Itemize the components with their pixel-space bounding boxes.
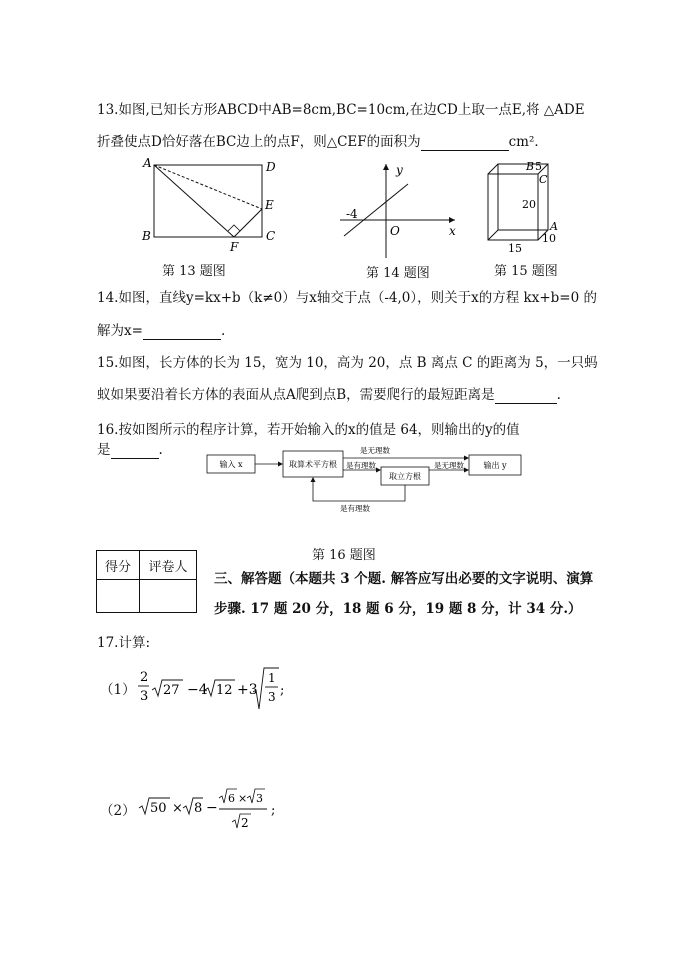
q13-answer-blank[interactable] (421, 136, 509, 151)
fig15-label-10: 10 (542, 232, 556, 245)
q13-line2-text: 折叠使点D恰好落在BC边上的点F，则△CEF的面积为 (97, 134, 421, 150)
fig15-label-a: A (550, 220, 558, 233)
q16-end: . (158, 442, 163, 458)
flow-cbrt: 取立方根 (389, 472, 421, 481)
svg-text:+3: +3 (237, 682, 258, 698)
svg-text:12: 12 (216, 683, 233, 698)
q14-line2 (97, 322, 225, 340)
svg-text:;: ; (271, 803, 276, 818)
svg-text:50: 50 (150, 801, 167, 816)
fig15-label-c: C (539, 173, 548, 186)
q16-line2-text: 是 (97, 442, 111, 458)
flow-input: 输入 x (219, 460, 243, 469)
fig13-label-a: A (143, 156, 152, 170)
q17-part2-expression (137, 788, 287, 838)
svg-text:−4: −4 (187, 682, 208, 698)
fig13-label-f: F (230, 240, 239, 254)
q15-end: . (556, 387, 561, 403)
score-cell[interactable] (97, 580, 140, 613)
figure-14 (330, 160, 460, 260)
fig14-label-neg4: -4 (346, 207, 358, 221)
fig13-label-e: E (265, 198, 274, 212)
q17-part1-label: （1） (100, 682, 136, 698)
q15-answer-blank[interactable] (495, 389, 557, 404)
reviewer-cell[interactable] (140, 580, 197, 613)
score-header: 得分 (97, 551, 140, 580)
svg-text:×: × (172, 801, 183, 816)
fig13-caption: 第 13 题图 (162, 264, 226, 279)
q15-line2-text: 蚁如果要沿着长方体的表面从点A爬到点B，需要爬行的最短距离是 (97, 387, 495, 403)
flow-rat1: 是有理数 (346, 461, 376, 470)
flow-rat2: 是有理数 (340, 504, 370, 513)
svg-text:2: 2 (241, 816, 249, 830)
svg-text:3: 3 (140, 689, 149, 704)
fig16-caption: 第 16 题图 (312, 548, 376, 563)
q17-part2-label: （2） (100, 803, 136, 819)
fig15-label-20: 20 (522, 198, 536, 211)
q13-line2 (97, 133, 548, 151)
svg-text:;: ; (280, 683, 285, 698)
flow-output: 输出 y (483, 461, 507, 470)
q17-title: 17.计算: (97, 635, 151, 651)
fig13-label-b: B (142, 229, 151, 243)
fig13-label-d: D (266, 160, 276, 174)
fig14-label-o: O (390, 224, 400, 238)
q14-end: . (220, 323, 226, 339)
figure-13 (138, 155, 288, 255)
svg-text:2: 2 (140, 670, 149, 685)
q17-part1-expression (137, 664, 287, 714)
q16-line2 (97, 441, 163, 459)
fig15-label-b: B (526, 160, 535, 173)
q16-answer-blank[interactable] (111, 444, 159, 459)
section3-line1: 三、解答题（本题共 3 个题. 解答应写出必要的文字说明、演算 (214, 571, 594, 587)
flow-sqrt: 取算术平方根 (289, 460, 337, 469)
q13-line1: 13.如图,已知长方形ABCD中AB=8cm,BC=10cm,在边CD上取一点E,将 △ADE (97, 102, 585, 118)
q13-unit: cm²． (508, 134, 548, 150)
q14-answer-blank[interactable] (143, 325, 221, 340)
svg-text:1: 1 (268, 671, 276, 685)
fig15-label-15: 15 (508, 242, 522, 255)
q14-line2-text: 解为x= (97, 323, 143, 339)
section3-line2: 步骤. 17 题 20 分，18 题 6 分，19 题 8 分，计 34 分.） (214, 601, 582, 617)
flow-irr2: 是无理数 (434, 461, 464, 470)
svg-text:×: × (238, 792, 248, 805)
svg-text:27: 27 (163, 683, 180, 698)
fig15-label-5: 5 (535, 160, 542, 173)
q15-line2 (97, 386, 561, 404)
reviewer-header: 评卷人 (140, 551, 197, 580)
svg-text:3: 3 (268, 690, 276, 704)
svg-text:8: 8 (194, 801, 203, 816)
svg-text:3: 3 (256, 792, 263, 805)
flow-irr1: 是无理数 (360, 446, 390, 455)
fig15-caption: 第 15 题图 (494, 264, 558, 279)
score-table (96, 550, 197, 613)
q14-line1: 14.如图，直线y=kx+b（k≠0）与x轴交于点（-4,0），则关于x的方程 kx+b=0 的 (97, 290, 597, 306)
fig13-label-c: C (266, 229, 276, 243)
fig14-caption: 第 14 题图 (366, 266, 430, 281)
figure-15 (480, 158, 570, 258)
figure-16-flowchart (205, 443, 525, 515)
q16-line1: 16.按如图所示的程序计算，若开始输入的x的值是 64，则输出的y的值 (97, 422, 520, 438)
svg-text:6: 6 (228, 792, 235, 805)
fig14-label-x: x (449, 224, 456, 238)
fig14-label-y: y (396, 163, 403, 177)
svg-text:−: − (206, 800, 218, 816)
q15-line1: 15.如图，长方体的长为 15，宽为 10，高为 20，点 B 离点 C 的距离为 5，一只蚂 (97, 355, 598, 371)
